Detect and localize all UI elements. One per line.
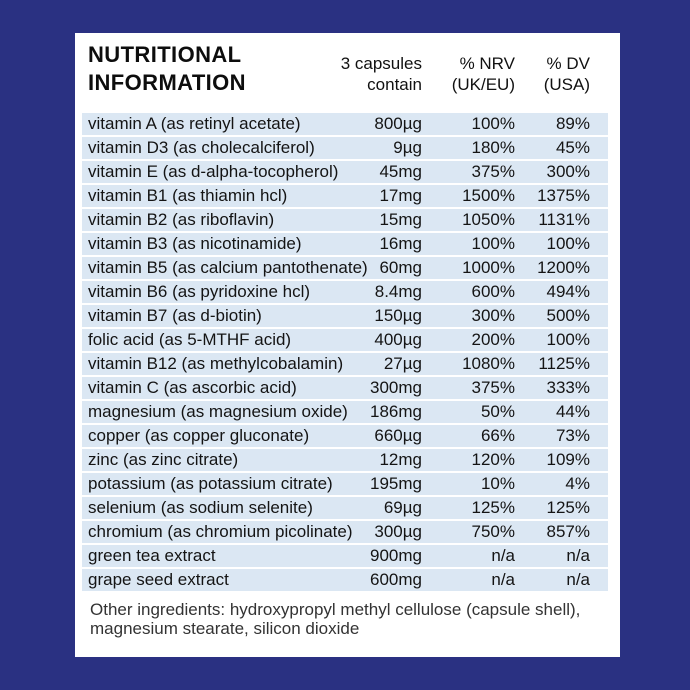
page-title bbox=[88, 41, 246, 97]
table-row bbox=[82, 449, 608, 471]
table-row bbox=[82, 473, 608, 495]
nutrient-name: vitamin D3 (as cholecalciferol) bbox=[88, 138, 315, 157]
nutrient-nrv-percent: n/a bbox=[491, 546, 515, 565]
column-header-amount-line1: 3 capsules bbox=[340, 54, 422, 73]
nutrient-dv-percent: 4% bbox=[565, 474, 590, 493]
nutrient-nrv-percent: 750% bbox=[471, 522, 515, 541]
nutrient-nrv-percent: 50% bbox=[480, 402, 515, 421]
nutrient-dv-percent: 1375% bbox=[537, 186, 590, 205]
nutrient-dv-percent: 89% bbox=[555, 114, 590, 133]
table-row bbox=[82, 497, 608, 519]
nutrient-amount: 17mg bbox=[379, 186, 422, 205]
nutrient-amount: 45mg bbox=[379, 162, 422, 181]
nutrient-amount: 300mg bbox=[370, 378, 422, 397]
nutrient-dv-percent: 44% bbox=[555, 402, 590, 421]
nutrient-amount: 186mg bbox=[370, 402, 422, 421]
nutrient-amount: 16mg bbox=[379, 234, 422, 253]
column-header-dv-line1: % DV bbox=[546, 54, 590, 73]
other-ingredients-text: Other ingredients: hydroxypropyl methyl cellulose (capsule shell), magnesium stearate, silicon dioxide bbox=[90, 600, 581, 638]
nutrient-dv-percent: 100% bbox=[546, 234, 590, 253]
nutrient-name: vitamin B7 (as d-biotin) bbox=[88, 306, 262, 325]
table-row bbox=[82, 425, 608, 447]
nutrient-nrv-percent: 200% bbox=[471, 330, 515, 349]
nutrient-name: vitamin C (as ascorbic acid) bbox=[88, 378, 297, 397]
nutrient-nrv-percent: 300% bbox=[471, 306, 515, 325]
column-header-amount-line2: contain bbox=[367, 75, 422, 94]
table-row bbox=[82, 137, 608, 159]
table-row bbox=[82, 113, 608, 135]
nutrient-name: vitamin A (as retinyl acetate) bbox=[88, 114, 301, 133]
nutrient-dv-percent: n/a bbox=[566, 570, 590, 589]
nutrient-dv-percent: 109% bbox=[546, 450, 590, 469]
table-row bbox=[82, 521, 608, 543]
nutrient-dv-percent: 1200% bbox=[537, 258, 590, 277]
nutrient-nrv-percent: 100% bbox=[471, 234, 515, 253]
page-title-line2: INFORMATION bbox=[88, 70, 246, 95]
nutrient-name: zinc (as zinc citrate) bbox=[88, 450, 239, 469]
nutrient-name: copper (as copper gluconate) bbox=[88, 426, 310, 445]
nutrient-name: vitamin B5 (as calcium pantothenate) bbox=[88, 258, 368, 277]
table-row bbox=[82, 209, 608, 231]
nutrient-name: vitamin B3 (as nicotinamide) bbox=[88, 234, 302, 253]
nutrient-name: vitamin B12 (as methylcobalamin) bbox=[88, 354, 344, 373]
nutrient-nrv-percent: 1080% bbox=[462, 354, 515, 373]
table-row bbox=[82, 281, 608, 303]
column-header-dv bbox=[544, 53, 590, 95]
column-header-nrv-line1: % NRV bbox=[459, 54, 515, 73]
nutrient-dv-percent: n/a bbox=[566, 546, 590, 565]
column-header-nrv bbox=[452, 53, 515, 95]
column-header-nrv-line2: (UK/EU) bbox=[451, 75, 515, 94]
nutrient-amount: 400µg bbox=[374, 330, 422, 349]
table-header bbox=[75, 33, 620, 113]
nutrient-name: folic acid (as 5-MTHF acid) bbox=[88, 330, 292, 349]
nutrient-nrv-percent: 125% bbox=[471, 498, 515, 517]
nutrient-dv-percent: 45% bbox=[555, 138, 590, 157]
nutrient-nrv-percent: 1500% bbox=[462, 186, 515, 205]
nutrient-amount: 900mg bbox=[370, 546, 422, 565]
nutrient-dv-percent: 857% bbox=[546, 522, 590, 541]
table-row bbox=[82, 377, 608, 399]
nutrient-dv-percent: 100% bbox=[546, 330, 590, 349]
nutrient-name: grape seed extract bbox=[88, 570, 229, 589]
page-title-line1: NUTRITIONAL bbox=[88, 42, 242, 67]
nutrient-nrv-percent: 180% bbox=[471, 138, 515, 157]
nutrient-dv-percent: 1125% bbox=[538, 354, 590, 373]
nutrient-name: potassium (as potassium citrate) bbox=[88, 474, 333, 493]
table-row bbox=[82, 233, 608, 255]
table-row bbox=[82, 257, 608, 279]
nutrient-name: vitamin B6 (as pyridoxine hcl) bbox=[88, 282, 311, 301]
nutrient-name: selenium (as sodium selenite) bbox=[88, 498, 313, 517]
nutrient-amount: 15mg bbox=[379, 210, 422, 229]
nutrient-nrv-percent: 1050% bbox=[462, 210, 515, 229]
nutrient-dv-percent: 1131% bbox=[538, 210, 590, 229]
nutrient-name: vitamin E (as d-alpha-tocopherol) bbox=[88, 162, 339, 181]
nutrient-nrv-percent: 1000% bbox=[462, 258, 515, 277]
nutrient-name: vitamin B2 (as riboflavin) bbox=[88, 210, 275, 229]
nutrient-amount: 660µg bbox=[374, 426, 422, 445]
nutrient-dv-percent: 494% bbox=[546, 282, 590, 301]
table-row bbox=[82, 329, 608, 351]
table-row bbox=[82, 569, 608, 591]
nutrient-nrv-percent: 66% bbox=[480, 426, 515, 445]
nutrient-nrv-percent: 120% bbox=[471, 450, 515, 469]
nutrient-amount: 9µg bbox=[393, 138, 422, 157]
nutrient-amount: 195mg bbox=[370, 474, 422, 493]
nutrient-amount: 69µg bbox=[383, 498, 422, 517]
table-row bbox=[82, 545, 608, 567]
nutrient-name: green tea extract bbox=[88, 546, 216, 565]
nutrient-table bbox=[75, 113, 620, 591]
table-row bbox=[82, 353, 608, 375]
nutrient-amount: 800µg bbox=[374, 114, 422, 133]
nutrient-amount: 12mg bbox=[379, 450, 422, 469]
table-row bbox=[82, 161, 608, 183]
nutrient-dv-percent: 300% bbox=[546, 162, 590, 181]
nutrient-nrv-percent: 100% bbox=[471, 114, 515, 133]
nutrient-nrv-percent: n/a bbox=[491, 570, 515, 589]
nutrient-nrv-percent: 375% bbox=[471, 378, 515, 397]
nutrient-dv-percent: 500% bbox=[546, 306, 590, 325]
nutrient-nrv-percent: 375% bbox=[471, 162, 515, 181]
nutrient-amount: 27µg bbox=[383, 354, 422, 373]
nutrient-name: chromium (as chromium picolinate) bbox=[88, 522, 353, 541]
nutrient-amount: 8.4mg bbox=[374, 282, 422, 301]
nutrient-nrv-percent: 600% bbox=[471, 282, 515, 301]
nutrient-amount: 150µg bbox=[374, 306, 422, 325]
nutrient-nrv-percent: 10% bbox=[480, 474, 515, 493]
nutrient-dv-percent: 333% bbox=[546, 378, 590, 397]
nutrient-dv-percent: 125% bbox=[546, 498, 590, 517]
nutrient-name: vitamin B1 (as thiamin hcl) bbox=[88, 186, 288, 205]
nutrient-amount: 60mg bbox=[379, 258, 422, 277]
nutrition-label-panel bbox=[75, 33, 620, 657]
nutrient-dv-percent: 73% bbox=[555, 426, 590, 445]
nutrient-amount: 300µg bbox=[374, 522, 422, 541]
nutrient-amount: 600mg bbox=[370, 570, 422, 589]
table-row bbox=[82, 185, 608, 207]
column-header-amount bbox=[341, 53, 422, 95]
table-row bbox=[82, 305, 608, 327]
column-header-dv-line2: (USA) bbox=[543, 75, 590, 94]
nutrient-name: magnesium (as magnesium oxide) bbox=[88, 402, 348, 421]
table-row bbox=[82, 401, 608, 423]
